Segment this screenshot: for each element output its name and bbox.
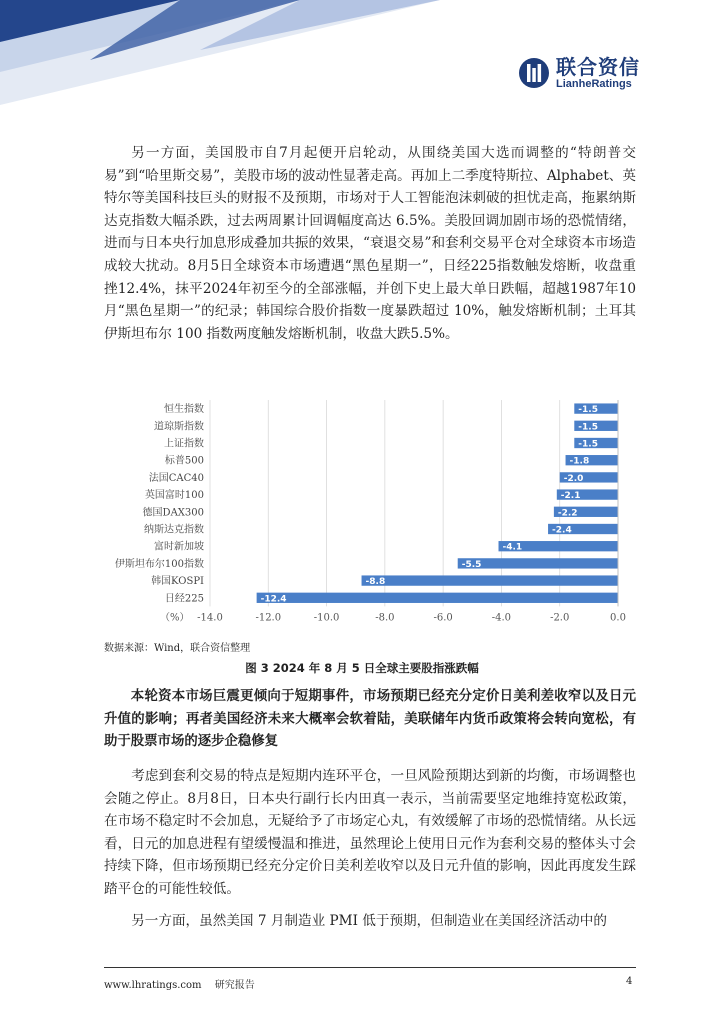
chart-data-label: -1.8 <box>569 456 590 467</box>
index-change-chart <box>100 398 630 634</box>
chart-category-label: 恒生指数 <box>164 404 204 416</box>
chart-tick-label: -4.0 <box>491 612 512 624</box>
chart-category-label: 日经225 <box>164 593 204 605</box>
chart-data-label: -1.5 <box>578 422 598 433</box>
page-number: 4 <box>626 976 633 987</box>
chart-data-label: -2.4 <box>552 525 572 536</box>
chart-category-label: 纳斯达克指数 <box>144 524 204 536</box>
chart-data-label: -1.5 <box>578 405 598 416</box>
chart-data-label: -4.1 <box>502 542 523 553</box>
chart-source: 数据来源：Wind，联合资信整理 <box>104 643 251 654</box>
logo-english-name: LianheRatings <box>556 78 632 90</box>
chart-tick-label: -12.0 <box>255 612 282 624</box>
chart-tick-label: -10.0 <box>313 612 340 624</box>
lianhe-logo-icon <box>518 57 550 89</box>
chart-bar <box>362 575 618 588</box>
header-decoration <box>0 0 470 110</box>
chart-bar <box>458 558 618 568</box>
chart-tick-label: -8.0 <box>375 612 395 624</box>
footer-website: www.lhratings.com <box>104 980 202 991</box>
chart-caption: 图 3 2024 年 8 月 5 日全球主要股指涨跌幅 <box>245 661 479 675</box>
chart-data-label: -12.4 <box>260 594 287 605</box>
chart-category-label: 英国富时100 <box>144 490 204 502</box>
paragraph-bold-summary: 本轮资本市场巨震更倾向于短期事件，市场预期已经充分定价日美利差收窄以及日元升值的影响；再者美国经济未来大概率会软着陆，美联储年内货币政策将会转向宽松，有助于股票市场的逐步企稳修复 <box>104 689 636 750</box>
paragraph-us-pmi: 另一方面，虽然美国 7 月制造业 PMI 低于预期，但制造业在美国经济活动中的 <box>131 913 607 929</box>
chart-category-label: 韩国KOSPI <box>151 576 204 588</box>
chart-tick-label: -2.0 <box>550 612 570 624</box>
footer-left <box>104 976 255 991</box>
chart-data-label: -2.1 <box>560 491 581 502</box>
footer-divider <box>104 967 636 968</box>
chart-data-label: -2.0 <box>563 473 584 484</box>
chart-data-label: -2.2 <box>557 508 578 519</box>
chart-data-label: -1.5 <box>578 439 598 450</box>
logo-chinese-name: 联合资信 <box>556 55 640 79</box>
chart-category-label: 法国CAC40 <box>148 472 204 484</box>
chart-unit-label: （%） <box>160 612 190 624</box>
paragraph-carry-trade: 考虑到套利交易的特点是短期内连环平仓，一旦风险预期达到新的均衡，市场调整也会随之停止。8月8日，日本央行副行长内田真一表示，当前需要坚定地维持宽松政策，在市场不稳定时不会加息，无疑给予了市场定心丸，有效缓解了市场的恐慌情绪。从长远看，日元的加息进程有望缓慢温和推进，虽然理论上使用日元作为套利交易的整体头寸会持续下降，但市场预期已经充分定价日美利差收窄以及日元升值的影响，因此再度发生踩踏平仓的可能性较低。 <box>104 768 636 897</box>
chart-category-label: 标普500 <box>164 455 204 467</box>
chart-data-label: -5.5 <box>461 559 482 570</box>
chart-category-label: 德国DAX300 <box>142 507 204 519</box>
chart-tick-label: 0.0 <box>610 612 626 624</box>
chart-category-label: 上证指数 <box>164 438 204 450</box>
chart-tick-label: -14.0 <box>197 612 223 624</box>
paragraph-us-market: 另一方面，美国股市自7月起便开启轮动，从围绕美国大选而调整的“特朗普交易”到“哈里斯交易”，美股市场的波动性显著走高。再加上二季度特斯拉、Alphabet、英特尔等美国科技巨头的财报不及预期，市场对于人工智能泡沫刺破的担忧走高，拖累纳斯达克指数大幅杀跌，过去两周累计回调幅度高达 6.5%。美股回调加剧市场的恐慌情绪，进而与日本央行加息形成叠加共振的效果，“衰退交易”和套利交易平仓对全球资本市场造成较大扰动。8月5日全球资本市场遭遇“黑色星期一”，日经225指数触发熔断，收盘重挫12.4%，抹平2024年初至今的全部涨幅，并创下史上最大单日跌幅，超越1987年10月“黑色星期一”的纪录；韩国综合股价指数一度暴跌超过 10%，触发熔断机制；土耳其伊斯坦布尔 100 指数两度触发熔断机制，收盘大跌5.5%。 <box>104 145 636 342</box>
chart-bar <box>257 593 618 603</box>
chart-data-label: -8.8 <box>365 577 386 588</box>
chart-category-label: 富时新加坡 <box>154 541 204 553</box>
chart-category-label: 伊斯坦布尔100指数 <box>114 558 204 570</box>
chart-tick-label: -6.0 <box>433 612 453 624</box>
footer-doc-type: 研究报告 <box>214 980 255 991</box>
chart-category-label: 道琼斯指数 <box>154 421 204 433</box>
company-logo <box>518 56 640 90</box>
